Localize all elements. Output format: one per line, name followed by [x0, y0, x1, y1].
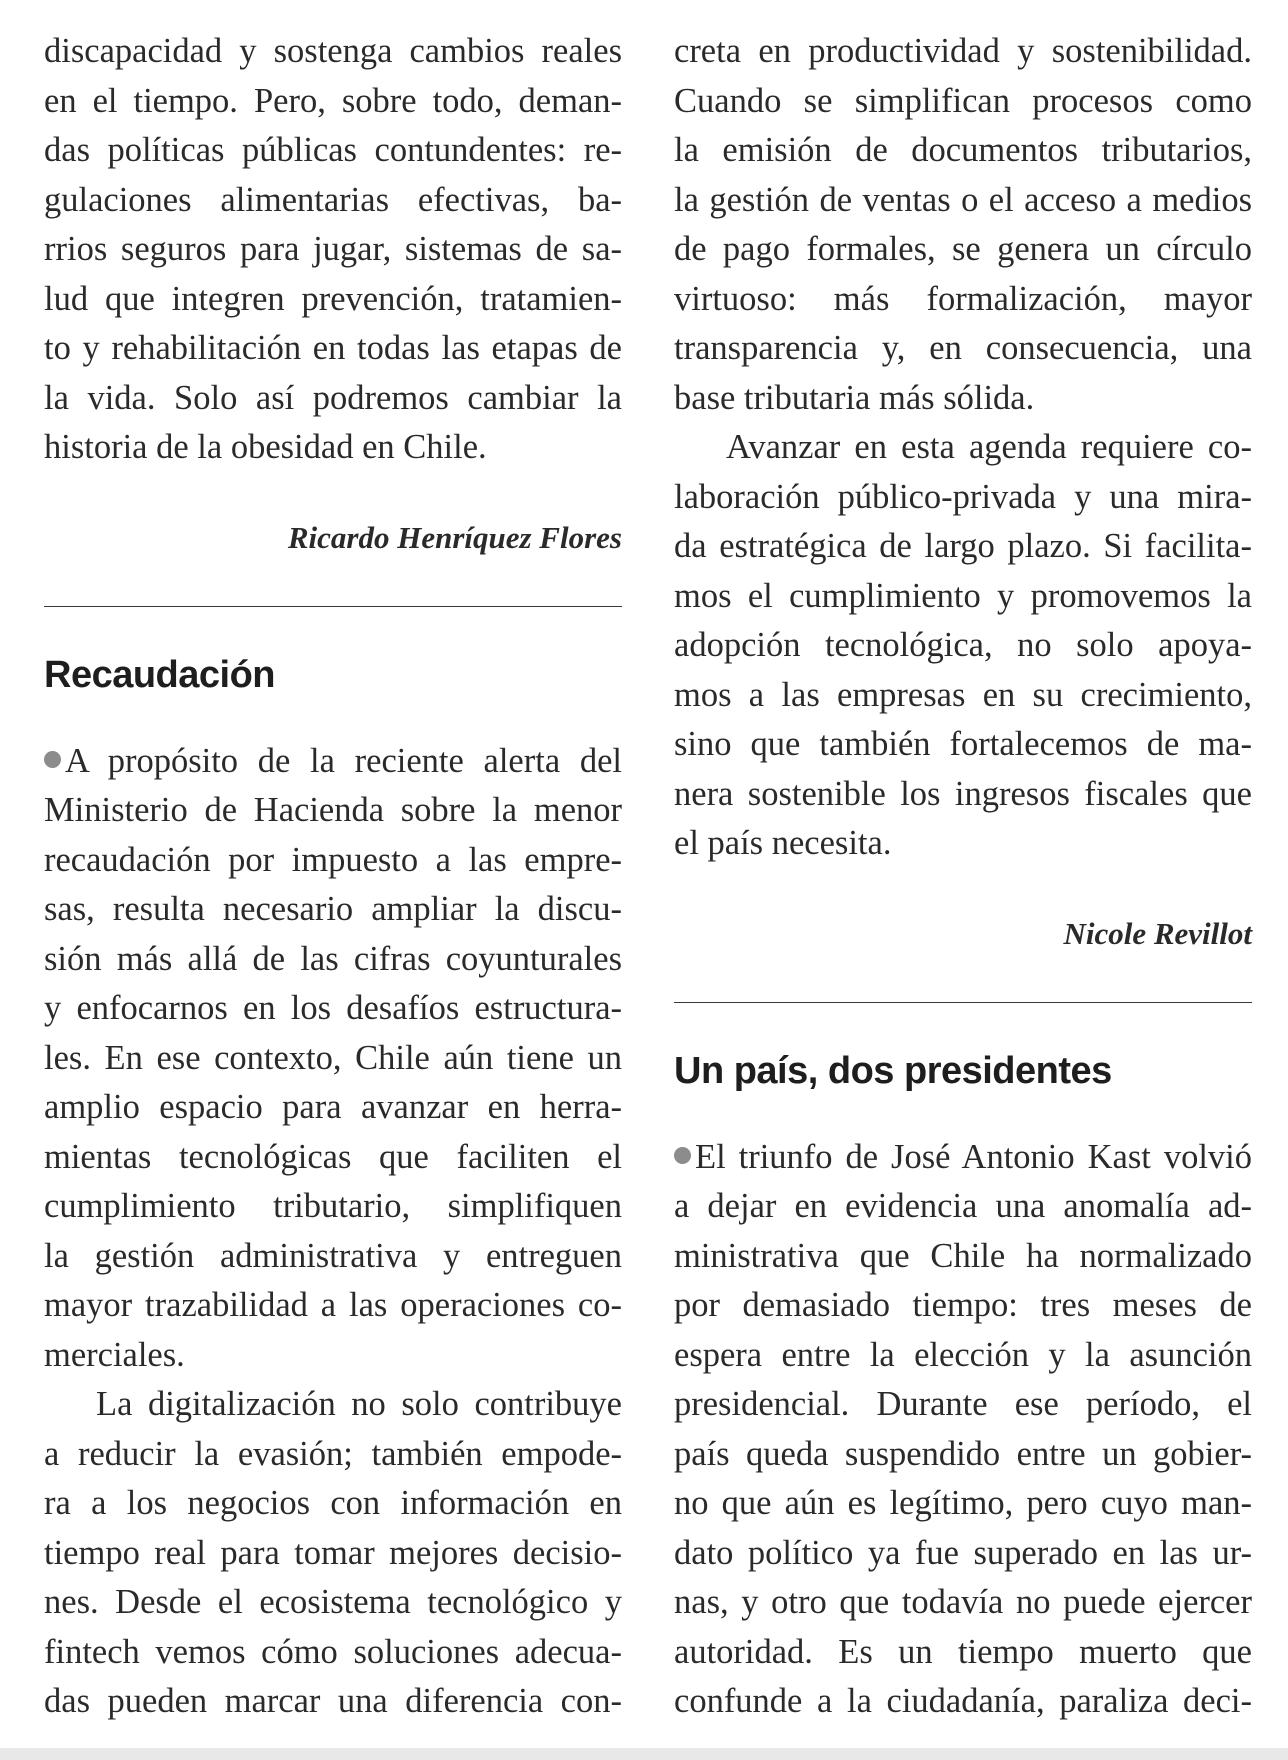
text-line: sión más allá de las cifras coyunturales	[44, 939, 622, 978]
text-line: creta en productividad y sostenibilidad.	[674, 32, 1252, 70]
text-line: dato político ya fue superado en las ur-	[674, 1533, 1252, 1572]
text-line: mos a las empresas en su crecimiento,	[674, 675, 1252, 714]
left-column	[44, 0, 622, 1727]
text-line: presidencial. Durante ese período, el	[674, 1385, 1252, 1423]
text-line: mientas tecnológicas que faciliten el	[44, 1137, 622, 1176]
author-signature: Nicole Revillot	[1063, 915, 1252, 951]
text-line: nes. Desde el ecosistema tecnológico y	[44, 1583, 622, 1621]
right-column	[674, 0, 1252, 1727]
text-line: la gestión administrativa y entreguen	[44, 1236, 622, 1275]
text-line: a reducir la evasión; también empode-	[44, 1434, 622, 1473]
text-line: nas, y otro que todavía no puede ejercer	[674, 1583, 1252, 1621]
text-line: das políticas públicas contundentes: re-	[44, 131, 622, 169]
text-line: da estratégica de largo plazo. Si facilita-	[674, 527, 1252, 565]
text-line: cumplimiento tributario, simplifiquen	[44, 1187, 622, 1225]
text-line: das pueden marcar una diferencia con-	[44, 1682, 622, 1720]
text-line	[44, 737, 622, 787]
text-line: Avanzar en esta agenda requiere co-	[726, 428, 1252, 466]
text-line: transparencia y, en consecuencia, una	[674, 329, 1252, 367]
text-line: les. En ese contexto, Chile aún tiene un	[44, 1038, 622, 1077]
text-line: lud que integren prevención, tratamien-	[44, 279, 622, 318]
text-line: amplio espacio para avanzar en herra-	[44, 1088, 622, 1126]
text-line: adopción tecnológica, no solo apoya-	[674, 626, 1252, 664]
text-line: autoridad. Es un tiempo muerto que	[674, 1632, 1252, 1671]
text-line: gulaciones alimentarias efectivas, ba-	[44, 180, 622, 219]
text-line: sino que también fortalecemos de ma-	[674, 725, 1252, 763]
bullet-icon	[674, 1147, 691, 1164]
author-signature: Ricardo Henríquez Flores	[287, 519, 622, 555]
text-line: to y rehabilitación en todas las etapas de	[44, 329, 622, 367]
text-line	[674, 1133, 1252, 1183]
text-line: la emisión de documentos tributarios,	[674, 131, 1252, 169]
text-line: ministrativa que Chile ha normalizado	[674, 1236, 1252, 1275]
text-line: mayor trazabilidad a las operaciones co-	[44, 1286, 622, 1324]
text-line: espera entre la elección y la asunción	[674, 1335, 1252, 1374]
text-line: discapacidad y sostenga cambios reales	[44, 32, 622, 70]
text-line: Cuando se simplifican procesos como	[674, 81, 1252, 120]
text-line: rrios seguros para jugar, sistemas de sa-	[44, 230, 622, 268]
text-line: recaudación por impuesto a las empre-	[44, 840, 622, 879]
text-line: laboración público-privada y una mira-	[674, 477, 1252, 516]
text-line: La digitalización no solo contribuye	[96, 1385, 622, 1423]
page-bottom-edge	[0, 1748, 1288, 1760]
text-line: base tributaria más sólida.	[674, 378, 1035, 417]
text-line: merciales.	[44, 1335, 185, 1374]
text-line: no que aún es legítimo, pero cuyo man-	[674, 1484, 1252, 1522]
text-line: historia de la obesidad en Chile.	[44, 428, 487, 466]
text-line: por demasiado tiempo: tres meses de	[674, 1286, 1252, 1324]
text-line: la vida. Solo así podremos cambiar la	[44, 378, 622, 417]
text-line: en el tiempo. Pero, sobre todo, deman-	[44, 81, 622, 120]
text-line: Ministerio de Hacienda sobre la menor	[44, 791, 622, 829]
bullet-icon	[44, 751, 61, 768]
letter-heading: Un país, dos presidentes	[674, 1049, 1112, 1092]
text-line: y enfocarnos en los desafíos estructura-	[44, 989, 622, 1027]
text-line: el país necesita.	[674, 824, 892, 862]
text-line: sas, resulta necesario ampliar la discu-	[44, 890, 622, 928]
text-line: confunde a la ciudadanía, paraliza deci-	[674, 1682, 1252, 1720]
text-line: país queda suspendido entre un gobier-	[674, 1434, 1252, 1473]
text-line: de pago formales, se genera un círculo	[674, 230, 1252, 268]
text-line: tiempo real para tomar mejores decisio-	[44, 1533, 622, 1572]
text-line: a dejar en evidencia una anomalía ad-	[674, 1187, 1252, 1225]
text-line: ra a los negocios con información en	[44, 1484, 622, 1522]
text-line: la gestión de ventas o el acceso a medios	[674, 180, 1252, 219]
text-line-content: A propósito de la reciente alerta del	[65, 741, 622, 780]
text-line: virtuoso: más formalización, mayor	[674, 279, 1252, 318]
text-line: nera sostenible los ingresos fiscales que	[674, 774, 1252, 813]
text-line: mos el cumplimiento y promovemos la	[674, 576, 1252, 615]
letter-heading: Recaudación	[44, 653, 276, 696]
text-line: fintech vemos cómo soluciones adecua-	[44, 1632, 622, 1671]
text-line-content: El triunfo de José Antonio Kast volvió	[695, 1137, 1252, 1176]
